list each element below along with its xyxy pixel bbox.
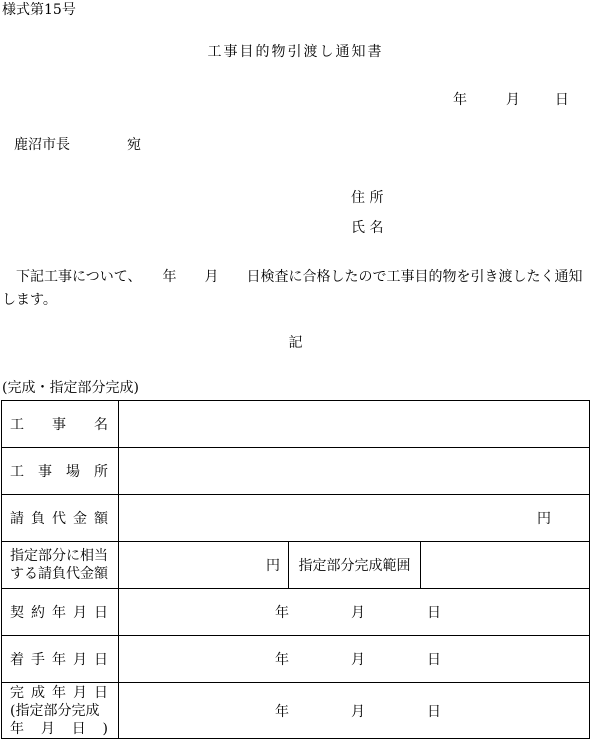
table-caption: (完成・指定部分完成) <box>2 380 139 396</box>
date-fields <box>119 649 589 669</box>
label-cell <box>2 401 119 448</box>
label-cell <box>2 683 119 739</box>
year-unit: 年 <box>275 652 289 668</box>
sender-address-label: 住 所 <box>351 190 384 206</box>
row-label-line: する請負代金額 <box>10 566 108 582</box>
row-label: 契 約 年 月 日 <box>10 605 108 621</box>
value-cell[interactable] <box>119 636 590 683</box>
value-cell[interactable] <box>119 542 289 589</box>
label-cell <box>2 542 119 589</box>
row-label: 請 負 代 金 額 <box>10 511 108 527</box>
sub-label-cell <box>289 542 421 589</box>
table-row <box>2 589 590 636</box>
table-row <box>2 495 590 542</box>
date-fields <box>119 701 589 721</box>
month-unit: 月 <box>351 703 365 720</box>
value-cell[interactable] <box>421 542 590 589</box>
form-number: 様式第15号 <box>2 2 76 18</box>
row-label: 着 手 年 月 日 <box>10 652 108 668</box>
label-cell <box>2 589 119 636</box>
addressee-honorific: 宛 <box>127 137 141 153</box>
date-day-unit: 日 <box>554 92 569 108</box>
date-fields <box>119 602 589 622</box>
table-row <box>2 683 590 739</box>
yen-unit: 円 <box>266 558 280 574</box>
ki-heading: 記 <box>288 335 303 351</box>
body-line: 下記工事について、 年 月 日検査に合格したので工事目的物を引き渡したく通知します。 <box>2 269 583 308</box>
body-text <box>2 266 591 312</box>
date-year-unit: 年 <box>453 92 467 108</box>
day-unit: 日 <box>427 652 441 668</box>
year-unit: 年 <box>275 703 289 720</box>
addressee-city: 鹿沼市長 <box>14 137 70 153</box>
table-row <box>2 542 590 589</box>
day-unit: 日 <box>427 605 441 621</box>
document-title: 工事目的物引渡し通知書 <box>207 44 384 60</box>
row-label-line: 指定部分に相当 <box>10 548 108 564</box>
value-cell[interactable] <box>119 589 590 636</box>
date-month-unit: 月 <box>505 92 520 108</box>
addressee <box>14 138 141 152</box>
label-cell <box>2 448 119 495</box>
value-cell[interactable] <box>119 495 590 542</box>
value-cell[interactable] <box>119 448 590 495</box>
label-cell <box>2 495 119 542</box>
row-label: 工 事 場 所 <box>10 464 108 480</box>
month-unit: 月 <box>351 605 365 621</box>
sub-label: 指定部分完成範囲 <box>298 558 411 574</box>
label-cell <box>2 636 119 683</box>
year-unit: 年 <box>275 605 289 621</box>
table-row <box>2 636 590 683</box>
sender-name-label: 氏 名 <box>351 220 384 236</box>
row-label-line: 年 月 日 ) <box>10 720 108 737</box>
row-label-line: 完 成 年 月 日 <box>10 684 108 701</box>
table-row <box>2 401 590 448</box>
table-row <box>2 448 590 495</box>
yen-unit: 円 <box>537 511 551 527</box>
day-unit: 日 <box>427 703 441 720</box>
month-unit: 月 <box>351 652 365 668</box>
details-table <box>1 400 590 739</box>
issue-date <box>453 93 569 107</box>
value-cell[interactable] <box>119 401 590 448</box>
value-cell[interactable] <box>119 683 590 739</box>
row-label-line: (指定部分完成 <box>10 702 100 719</box>
row-label: 工 事 名 <box>10 417 108 433</box>
